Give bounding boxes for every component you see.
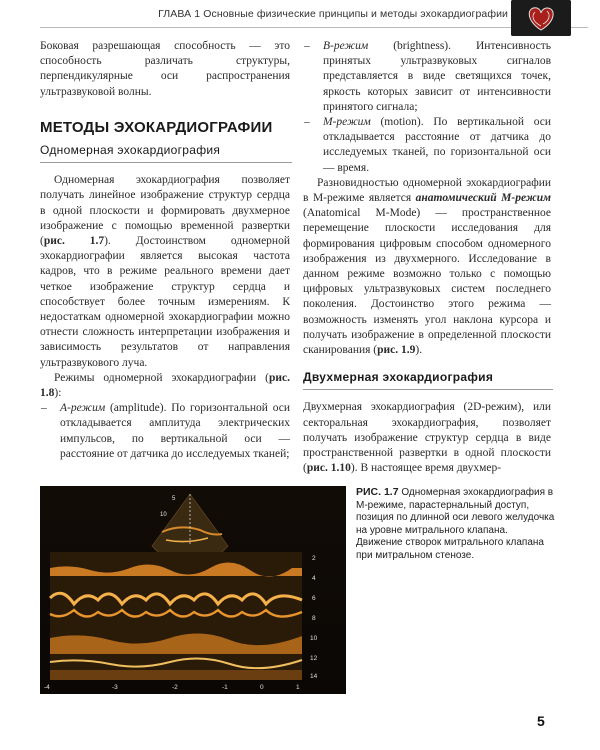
- list-dash: –: [41, 402, 47, 415]
- heart-logo-icon: [511, 0, 571, 36]
- y-tick-label: 4: [312, 575, 316, 582]
- left-column: [40, 39, 290, 462]
- list-item-b-mode: [303, 39, 551, 115]
- subsection-divider: [40, 162, 292, 163]
- section-title: МЕТОДЫ ЭХОКАРДИОГРАФИИ: [40, 118, 273, 136]
- svg-text:10: 10: [160, 512, 167, 518]
- x-tick-label: -4: [44, 684, 50, 691]
- y-tick-label: 10: [310, 635, 318, 642]
- caption-text: Одномерная эхокардиография в М-режиме, парастернальный доступ, позиция по длинной оси левого желудочка на уровне митрального клапана. Движение створок митрального клапана при митральном стенозе.: [356, 487, 555, 561]
- paragraph-2d-intro: [303, 400, 551, 476]
- paragraph-anatomical-mmode: [303, 176, 551, 358]
- text-run: ). Достоинством одномерной эхокардиографии является высокая частота кадров, что в режиме реального времени дает четкое изображение структур сердца и способствует более точным измерениям. К недостаткам одномерной эхокардиографии можно отнести сложность интерпретации изображения и зависимость результатов от направления ультразвукового луча.: [40, 235, 290, 369]
- term-b-mode: В-режим: [323, 40, 369, 52]
- paragraph-modes: [40, 371, 290, 401]
- list-item-m-mode: [303, 115, 551, 176]
- figure-ref-1-8: рис. 1.8: [40, 371, 290, 400]
- text-run: ). В настоящее время двухмер-: [350, 462, 502, 475]
- subsection-title-2d: Двухмерная эхокардиография: [303, 370, 494, 385]
- figure-ref-1-10: рис. 1.10: [306, 462, 351, 475]
- y-tick-label: 2: [312, 555, 316, 562]
- subsection-title-mmode: Одномерная эхокардиография: [40, 143, 221, 158]
- text-run: Режимы одномерной эхокардиографии (: [54, 371, 269, 384]
- figure-ref-1-7: рис. 1.7: [43, 235, 105, 248]
- text-run: Двухмерная эхокардиография (2D-режим), или секторальная эхокардиография, позволяет получать изображение структур сердца в виде пространственной развертки в одной плоскости (: [303, 401, 551, 475]
- y-tick-label: 6: [312, 595, 316, 602]
- text-run: (brightness). Интенсивность принятых ультразвуковых сигналов представляется в виде светящихся точек, яркость которых зависит от интенсивности принятого сигнала;: [323, 40, 551, 113]
- x-tick-label: -3: [112, 684, 118, 691]
- caption-label: РИС. 1.7: [356, 486, 399, 498]
- text-run: (Anatomical M-Mode) — пространственное перемещение плоскости исследования для формирования цифровым способом одномерного изображения из двухмерного. Исследование в данном режиме возможно только с помощью цифровых ультразвуковых систем последнего поколения. Достоинство этого режима — возможность изменять угол наклона курсора и получать изображение в определенной плоскости сканирования (: [303, 207, 551, 357]
- term-m-mode: М-режим: [323, 116, 371, 129]
- running-head: ГЛАВА 1 Основные физические принципы и методы эхокардиографии: [158, 8, 508, 20]
- text-run: Разновидностью одномерной эхокардиографии в М-режиме является: [303, 176, 551, 205]
- text-run: (amplitude). По горизонтальной оси откладывается амплитуда электрических импульсов, по вертикальной оси — расстояние от датчика до исследуемых тканей;: [60, 402, 290, 460]
- list-item-a-mode: [40, 401, 290, 462]
- header-rule: [40, 27, 588, 28]
- x-tick-label: -1: [222, 684, 228, 691]
- text-run: Одномерная эхокардиография позволяет получать линейное изображение структур сердца в одной плоскости и формировать двухмерное изображение с помощью временной развертки (: [40, 174, 290, 248]
- echocardiogram-image: [40, 486, 346, 694]
- y-tick-label: 8: [312, 615, 316, 622]
- right-column: [303, 39, 551, 476]
- paragraph-mmode-intro: [40, 173, 290, 371]
- list-dash: –: [304, 40, 310, 52]
- term-anatomical-mmode: анатомический М-режим: [415, 192, 551, 205]
- x-tick-label: -2: [172, 684, 178, 691]
- subsection-divider: [303, 389, 553, 390]
- text-run: (motion). По вертикальной оси откладывается расстояние от датчика до исследуемых тканей, по горизонтальной оси — время.: [323, 116, 551, 174]
- y-tick-label: 14: [310, 673, 318, 680]
- term-a-mode: А-режим: [60, 402, 106, 415]
- y-tick-label: 12: [310, 655, 318, 662]
- x-tick-label: 1: [296, 684, 300, 691]
- x-tick-label: 0: [260, 684, 264, 691]
- text-run: ).: [415, 344, 423, 357]
- figure-caption: [356, 486, 556, 563]
- figure-ref-1-9: рис. 1.9: [377, 344, 416, 357]
- intro-paragraph: Боковая разрешающая способность — это способность различать структуры, перпендикулярные оси распространения ультразвуковой волны.: [40, 40, 290, 98]
- svg-text:5: 5: [172, 496, 176, 502]
- page-number: 5: [537, 713, 545, 729]
- text-run: ):: [54, 387, 62, 400]
- list-dash: –: [304, 116, 310, 129]
